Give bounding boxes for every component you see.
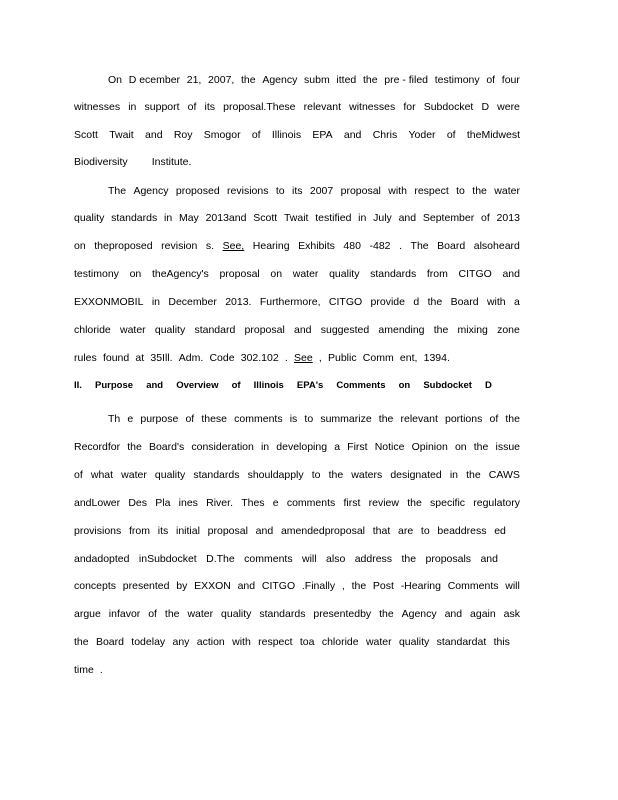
word: Twait (109, 129, 134, 141)
word: Public (328, 352, 357, 364)
word: the (407, 497, 422, 509)
word: the (379, 608, 394, 620)
word: . (284, 352, 288, 364)
word: designated (390, 469, 442, 481)
word: 21, (186, 74, 202, 86)
word: water (119, 324, 146, 336)
word: comments (244, 553, 293, 565)
word: and (255, 525, 274, 537)
word: Exhibits (298, 240, 335, 252)
word: by (176, 580, 188, 592)
p3-line-3 (74, 468, 520, 482)
see-citation: See, (222, 240, 245, 252)
word: also (326, 553, 346, 565)
word: support (144, 101, 180, 113)
word: is (289, 413, 298, 425)
word: rules (74, 352, 97, 364)
word: of (74, 469, 83, 481)
word: action (196, 636, 225, 648)
word: 302.102 (240, 352, 279, 364)
word: 2007, (208, 74, 235, 86)
word: the (351, 580, 367, 592)
p3-line-7 (74, 579, 520, 593)
word: the (473, 441, 489, 453)
word: its (157, 525, 169, 537)
word: provisions (74, 525, 122, 537)
word: Board (450, 296, 479, 308)
word: and (294, 324, 312, 336)
p1-line-3 (74, 128, 520, 142)
word: address (354, 553, 393, 565)
p3-line-2 (74, 440, 520, 454)
word: Illinois (271, 129, 302, 141)
word: Thes (241, 497, 265, 509)
word: Scott (253, 212, 278, 224)
word: . (99, 664, 103, 676)
p2-line-2 (74, 211, 520, 225)
p2-line-7 (74, 351, 450, 365)
word: to (304, 413, 314, 425)
word: that (372, 525, 391, 537)
word: in (128, 101, 137, 113)
word: .Finally (301, 580, 336, 592)
word: the (378, 413, 394, 425)
word: water (494, 185, 520, 197)
word: Agency (133, 185, 169, 197)
word: proposals (425, 553, 472, 565)
word: comments (234, 413, 283, 425)
word: . (399, 240, 402, 252)
word: Comm (362, 352, 394, 364)
word: and (480, 553, 498, 565)
word: Post (372, 580, 394, 592)
word: Board (95, 636, 124, 648)
word: chloride (321, 636, 359, 648)
word: proposal (219, 268, 260, 280)
word: to (420, 525, 430, 537)
word: found (102, 352, 130, 364)
word: in (449, 469, 458, 481)
word: beaddress (437, 525, 487, 537)
word: suggested (320, 324, 370, 336)
word: EXXON (194, 580, 231, 592)
word: D ecember (128, 74, 181, 86)
heading-word: D (485, 380, 492, 391)
word: July (373, 212, 392, 224)
word: May (178, 212, 199, 224)
word: revision (161, 240, 198, 252)
word: of (481, 212, 490, 224)
word: four (501, 74, 520, 86)
word: regulatory (473, 497, 520, 509)
word: Pla (155, 497, 171, 509)
word: -Hearing (400, 580, 441, 592)
word: issue (495, 441, 520, 453)
see-citation: See (294, 352, 313, 364)
word: proposed (175, 185, 220, 197)
p3-line-9 (74, 635, 510, 649)
word: testified (315, 212, 352, 224)
word: CITGO (261, 580, 296, 592)
word: 2013. (225, 296, 252, 308)
word: e (272, 497, 279, 509)
p2-line-4 (74, 267, 520, 281)
word: Subdocket (423, 101, 474, 113)
word: Notice (374, 441, 405, 453)
heading-word: on (398, 380, 411, 391)
word: Opinion (411, 441, 448, 453)
word: the (328, 469, 344, 481)
word: ent, (399, 352, 418, 364)
word: The (108, 185, 127, 197)
word: pre - filed (384, 74, 429, 86)
word: any (172, 636, 190, 648)
word: this (493, 636, 510, 648)
word: 480 (343, 240, 361, 252)
p3-line-6 (74, 552, 498, 566)
word: e (127, 413, 134, 425)
word: from (129, 525, 151, 537)
word: CITGO (328, 296, 363, 308)
word: relevant (303, 101, 341, 113)
word: EPA (312, 129, 333, 141)
word: D (481, 101, 490, 113)
word: mixing (457, 324, 488, 336)
word: standards (370, 268, 417, 280)
p3-line-8 (74, 607, 520, 621)
word: quality (398, 636, 430, 648)
word: Yoder (408, 129, 436, 141)
word: standards (111, 212, 158, 224)
word: proposal.These (223, 101, 296, 113)
word: waters (351, 469, 383, 481)
word: the (427, 296, 443, 308)
p2-line-3 (74, 239, 520, 253)
word: Roy (173, 129, 193, 141)
word: of (251, 129, 261, 141)
p3-line-10 (74, 663, 520, 677)
word: Code (209, 352, 235, 364)
word: water (365, 636, 392, 648)
word: in (151, 296, 160, 308)
word: 2013and (205, 212, 247, 224)
word: and (237, 580, 256, 592)
word: relevant (400, 413, 438, 425)
word: with (232, 636, 251, 648)
word: of (148, 608, 157, 620)
p1-line-1 (108, 73, 520, 87)
word: a (514, 296, 520, 308)
word: 1394. (423, 352, 450, 364)
word: presentedby (313, 608, 372, 620)
word: at (135, 352, 145, 364)
word: and (444, 608, 463, 620)
word: with (388, 185, 407, 197)
word: in (260, 441, 270, 453)
word: the (433, 324, 449, 336)
word: and (502, 268, 520, 280)
word: ask (503, 608, 520, 620)
word: on (454, 441, 467, 453)
heading-word: Overview (176, 380, 219, 391)
word: witnesses (74, 101, 121, 113)
word: Des (128, 497, 148, 509)
word: are (397, 525, 414, 537)
word: argue (74, 608, 101, 620)
p3-line-5 (74, 524, 506, 538)
word: D.The (206, 553, 235, 565)
word: amending (378, 324, 425, 336)
word: the (127, 441, 142, 453)
word: proposal (244, 324, 285, 336)
word: subm (304, 74, 330, 86)
word: Agency (401, 608, 437, 620)
word: of (486, 74, 496, 86)
word: standards (193, 469, 240, 481)
word: again (470, 608, 496, 620)
word: quality (154, 469, 186, 481)
word: quality (221, 608, 252, 620)
word: itted (336, 74, 357, 86)
word: revisions (227, 185, 269, 197)
word: Smogor (203, 129, 241, 141)
word: Furthermore, (259, 296, 321, 308)
word: CAWS (488, 469, 520, 481)
word: the (472, 185, 487, 197)
word: Recordfor (74, 441, 121, 453)
word: Board (437, 240, 466, 252)
word: theproposed (94, 240, 153, 252)
heading-word: Comments (336, 380, 386, 391)
word: inSubdocket (138, 553, 197, 565)
word: were (497, 101, 520, 113)
word: Comments (447, 580, 499, 592)
word: ed (494, 525, 506, 537)
word: the (241, 74, 256, 86)
p3-line-4 (74, 496, 520, 510)
word: a (334, 441, 341, 453)
word: On (108, 74, 123, 86)
heading-word: EPA's (296, 380, 324, 391)
heading-word: Subdocket (423, 380, 472, 391)
word: standards (259, 608, 306, 620)
word: Th (108, 413, 121, 425)
word: summarize (320, 413, 372, 425)
word: CITGO (458, 268, 492, 280)
word: to (456, 185, 465, 197)
word: d (413, 296, 420, 308)
p2-line-6 (74, 323, 520, 337)
heading-word: Illinois (253, 380, 284, 391)
word: from (426, 268, 448, 280)
word: testimony (74, 268, 119, 280)
word: of (489, 413, 499, 425)
word: on (270, 268, 283, 280)
p2-line-5 (74, 295, 520, 309)
word: s. (205, 240, 215, 252)
word: standard (194, 324, 236, 336)
word: quality (329, 268, 360, 280)
word: ines (178, 497, 198, 509)
word: todelay (131, 636, 166, 648)
word: initial (175, 525, 200, 537)
word: first (343, 497, 361, 509)
word: for (403, 101, 416, 113)
word: alsoheard (473, 240, 520, 252)
word: provide (370, 296, 405, 308)
word: the (74, 636, 89, 648)
word: and (343, 129, 362, 141)
word: shouldapply (247, 469, 304, 481)
word: Institute. (151, 156, 192, 168)
word: the (164, 608, 180, 620)
word: concepts (74, 580, 117, 592)
word: 2013 (496, 212, 520, 224)
word: , (318, 352, 322, 364)
word: amendedproposal (280, 525, 365, 537)
word: Hearing (252, 240, 290, 252)
heading-word: of (231, 380, 241, 391)
word: proposal (207, 525, 248, 537)
word: andadopted (74, 553, 130, 565)
word: toa (299, 636, 315, 648)
word: water (187, 608, 214, 620)
word: respect (414, 185, 449, 197)
word: standardat (436, 636, 487, 648)
word: andLower (74, 497, 121, 509)
heading-word: Purpose (95, 380, 134, 391)
word: comments (286, 497, 336, 509)
word: consideration (191, 441, 254, 453)
word: portions (445, 413, 483, 425)
word: Scott (74, 129, 98, 141)
word: developing (276, 441, 328, 453)
word: Twait (283, 212, 309, 224)
word: December (168, 296, 217, 308)
heading-word: and (146, 380, 164, 391)
word: Adm. (178, 352, 204, 364)
word: Chris (372, 129, 398, 141)
word: in (358, 212, 367, 224)
word: Board's (148, 441, 185, 453)
word: water (121, 469, 147, 481)
word: , (341, 580, 345, 592)
word: on (129, 268, 142, 280)
word: September (422, 212, 475, 224)
word: will (302, 553, 317, 565)
word: these (201, 413, 228, 425)
word: presented (122, 580, 170, 592)
p2-line-1 (108, 184, 520, 198)
heading-word: II. (74, 380, 82, 391)
word: 35Ill. (150, 352, 173, 364)
word: 2007 (309, 185, 334, 197)
word: to (275, 185, 285, 197)
word: Agency (262, 74, 298, 86)
word: chloride (74, 324, 111, 336)
word: respect (258, 636, 293, 648)
word: review (368, 497, 399, 509)
section-heading (74, 379, 492, 393)
word: its (204, 101, 216, 113)
word: the (505, 413, 520, 425)
word: of (446, 129, 456, 141)
word: witnesses (349, 101, 396, 113)
word: testimony (434, 74, 480, 86)
word: and (398, 212, 417, 224)
p1-line-2 (74, 100, 520, 114)
word: specific (430, 497, 466, 509)
p1-line-4 (74, 155, 520, 169)
word: the (466, 469, 481, 481)
word: the (362, 74, 378, 86)
word: quality (154, 324, 186, 336)
word: will (505, 580, 520, 592)
p3-line-1 (108, 412, 520, 426)
word: what (90, 469, 114, 481)
word: and (145, 129, 163, 141)
word: in (164, 212, 173, 224)
word: on (74, 240, 86, 252)
word: The (410, 240, 429, 252)
word: theMidwest (466, 129, 520, 141)
word: purpose (140, 413, 179, 425)
word: of (187, 101, 197, 113)
word: proposal (340, 185, 381, 197)
word: EXXONMOBIL (74, 296, 144, 308)
word: theAgency's (151, 268, 209, 280)
word: its (292, 185, 303, 197)
word: to (311, 469, 321, 481)
word: Biodiversity (74, 156, 128, 168)
word: First (347, 441, 368, 453)
word: of (185, 413, 195, 425)
word: time (74, 664, 94, 676)
word: River. (206, 497, 233, 509)
word: the (401, 553, 417, 565)
word: -482 (369, 240, 391, 252)
word: water (292, 268, 319, 280)
word: zone (497, 324, 520, 336)
word: infavor (108, 608, 141, 620)
word: quality (74, 212, 105, 224)
word: with (486, 296, 506, 308)
